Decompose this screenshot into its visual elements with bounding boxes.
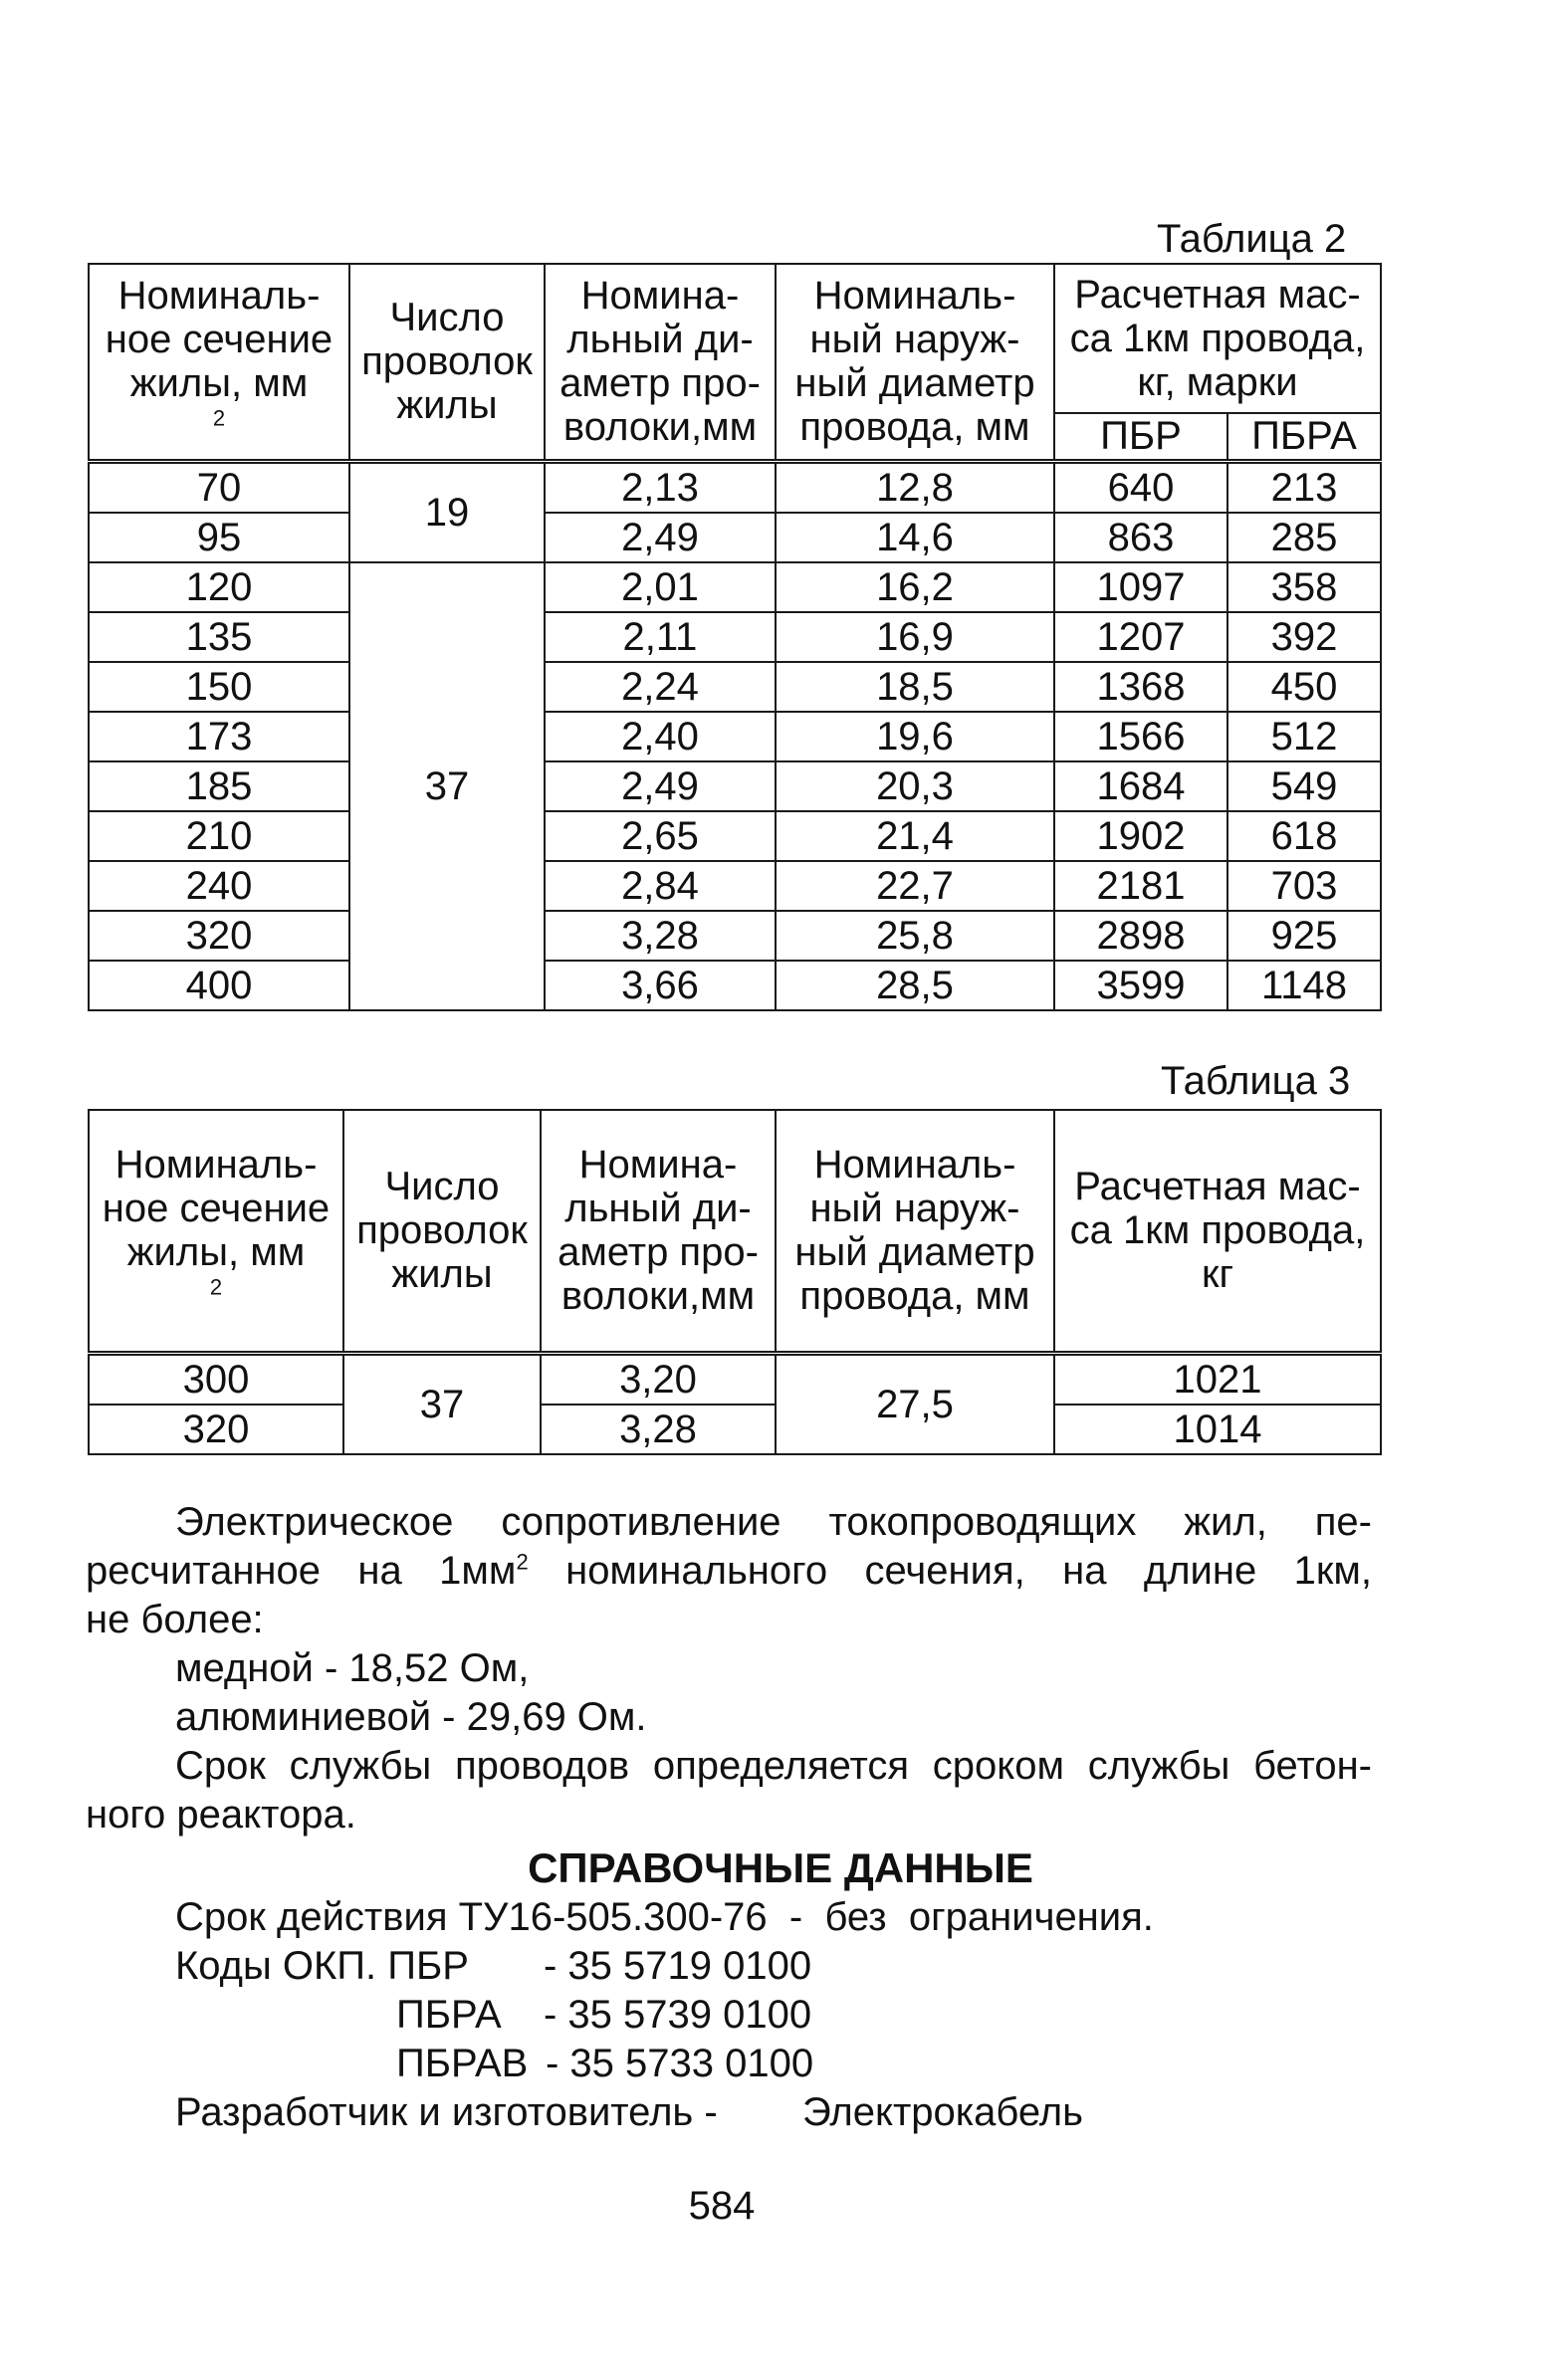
table2-cell-outer-diameter: 16,9 — [776, 612, 1054, 662]
aluminium-resistance: алюминиевой - 29,69 Ом. — [175, 1695, 647, 1739]
table2-cell-outer-diameter: 28,5 — [776, 961, 1054, 1010]
resistance-line-2b: номинального сечения, на длине 1км, — [528, 1549, 1373, 1593]
developer-name: Электрокабель — [802, 2090, 1083, 2134]
okp-pbrav-code: - 35 5733 0100 — [546, 2042, 814, 2085]
table2-cell-wire-diameter: 2,84 — [545, 861, 776, 911]
table3-header-outer-diameter-text: Номиналь- ный наруж- ный диаметр провода, мм — [794, 1143, 1035, 1319]
table2-cell-wire-diameter: 2,11 — [545, 612, 776, 662]
table2-cell-pbra: 1148 — [1227, 961, 1381, 1010]
table2-cell-wire-diameter: 2,49 — [545, 513, 776, 562]
table2-row — [89, 861, 1381, 911]
table2-cell-section: 95 — [89, 513, 349, 562]
table2-cell-wire-diameter: 2,49 — [545, 761, 776, 811]
table2-header-section-sup: 2 — [212, 405, 226, 431]
table2-cell-pbr: 1207 — [1054, 612, 1227, 662]
table2-row — [89, 911, 1381, 961]
table2-row — [89, 562, 1381, 612]
table2-cell-section: 400 — [89, 961, 349, 1010]
table2-header-mass-pbr: ПБР — [1054, 413, 1227, 461]
table3-cell-wires: 37 — [343, 1353, 541, 1454]
table2-header-section-text: Номиналь- ное сечение жилы, мм — [105, 274, 334, 406]
table2-header-outer-diameter-text: Номиналь- ный наруж- ный диаметр провода, мм — [794, 274, 1035, 450]
table2-cell-pbr: 863 — [1054, 513, 1227, 562]
service-line-2: ного реактора. — [86, 1793, 356, 1837]
table2-header-wires-text: Число проволок жилы — [361, 296, 533, 428]
table2-cell-wire-diameter: 2,40 — [545, 712, 776, 761]
okp-pbr-code: - 35 5719 0100 — [544, 1944, 812, 1988]
table3-header-mass-text: Расчетная мас- са 1км провода, кг — [1069, 1165, 1366, 1297]
table2-cell-pbr: 1566 — [1054, 712, 1227, 761]
table2-cell-outer-diameter: 14,6 — [776, 513, 1054, 562]
table2-header-wires — [349, 264, 545, 461]
table2-row — [89, 612, 1381, 662]
table2-cell-section: 70 — [89, 461, 349, 513]
table3-cell-section: 300 — [89, 1353, 343, 1405]
table2-row — [89, 961, 1381, 1010]
table2-cell-pbra: 925 — [1227, 911, 1381, 961]
table2-cell-outer-diameter: 16,2 — [776, 562, 1054, 612]
table3-row — [89, 1405, 1381, 1454]
table2-cell-outer-diameter: 22,7 — [776, 861, 1054, 911]
table3-header-section — [89, 1110, 343, 1353]
table2-cell-section: 173 — [89, 712, 349, 761]
table3-cell-outer-diameter: 27,5 — [776, 1353, 1054, 1454]
copper-resistance: медной - 18,52 Ом, — [175, 1646, 530, 1690]
table3-cell-section: 320 — [89, 1405, 343, 1454]
resistance-line-2-sup: 2 — [516, 1549, 529, 1575]
table3-cell-wire-diameter: 3,28 — [541, 1405, 776, 1454]
table2-cell-pbra: 450 — [1227, 662, 1381, 712]
table2-cell-outer-diameter: 18,5 — [776, 662, 1054, 712]
table2-cell-section: 120 — [89, 562, 349, 612]
table2-cell-pbra: 512 — [1227, 712, 1381, 761]
table2-cell-wire-diameter: 2,01 — [545, 562, 776, 612]
table2-cell-pbr: 1368 — [1054, 662, 1227, 712]
service-line-1: Срок службы проводов определяется сроком службы бетон- — [175, 1744, 1372, 1788]
table3-row — [89, 1353, 1381, 1405]
table2-caption: Таблица 2 — [1157, 217, 1347, 261]
table3-cell-mass: 1014 — [1054, 1405, 1381, 1454]
table2-cell-pbra: 392 — [1227, 612, 1381, 662]
table2-row — [89, 662, 1381, 712]
resistance-line-3: не более: — [86, 1598, 264, 1641]
table2-cell-section: 320 — [89, 911, 349, 961]
validity-line: Срок действия ТУ16-505.300-76 - без ограничения. — [175, 1895, 1154, 1939]
table2-cell-pbra: 213 — [1227, 461, 1381, 513]
table3-header-wire-diameter-text: Номина- льный ди- аметр про- волоки,мм — [558, 1143, 759, 1319]
table3-header-section-sup: 2 — [209, 1274, 223, 1300]
table2-cell-wire-diameter: 3,28 — [545, 911, 776, 961]
table3-header-section-text: Номиналь- ное сечение жилы, мм — [102, 1143, 331, 1275]
reference-heading: СПРАВОЧНЫЕ ДАННЫЕ — [528, 1844, 1033, 1891]
table2-cell-pbr: 2898 — [1054, 911, 1227, 961]
resistance-line-2 — [86, 1547, 1372, 1596]
table2-cell-section: 185 — [89, 761, 349, 811]
resistance-line-2a: ресчитанное на 1мм — [86, 1549, 517, 1593]
table2-cell-section: 210 — [89, 811, 349, 861]
okp-pbra-code: - 35 5739 0100 — [544, 1993, 812, 2037]
table2-cell-pbra: 358 — [1227, 562, 1381, 612]
table2-cell-outer-diameter: 25,8 — [776, 911, 1054, 961]
table2-cell-pbra: 618 — [1227, 811, 1381, 861]
okp-label: Коды ОКП. ПБР — [175, 1944, 469, 1988]
table2-cell-outer-diameter: 20,3 — [776, 761, 1054, 811]
table2-row — [89, 712, 1381, 761]
page-number: 584 — [688, 2184, 756, 2228]
table2-cell-section: 135 — [89, 612, 349, 662]
table2-header-outer-diameter — [776, 264, 1054, 461]
table2-cell-outer-diameter: 19,6 — [776, 712, 1054, 761]
table2-row — [89, 811, 1381, 861]
table3 — [88, 1109, 1382, 1455]
table2-row — [89, 513, 1381, 562]
table2-cell-pbr: 3599 — [1054, 961, 1227, 1010]
table2-cell-wires: 19 — [349, 461, 545, 562]
table2-cell-pbra: 285 — [1227, 513, 1381, 562]
table3-caption: Таблица 3 — [1161, 1059, 1351, 1103]
table2-cell-outer-diameter: 12,8 — [776, 461, 1054, 513]
table2-cell-outer-diameter: 21,4 — [776, 811, 1054, 861]
table3-cell-mass: 1021 — [1054, 1353, 1381, 1405]
table2-cell-wire-diameter: 2,13 — [545, 461, 776, 513]
table2-cell-wire-diameter: 2,24 — [545, 662, 776, 712]
table2-cell-pbra: 549 — [1227, 761, 1381, 811]
table2-cell-wire-diameter: 2,65 — [545, 811, 776, 861]
table2-cell-pbr: 2181 — [1054, 861, 1227, 911]
table2-header-wire-diameter-text: Номина- льный ди- аметр про- волоки,мм — [559, 274, 761, 450]
table3-header-mass — [1054, 1110, 1381, 1353]
table2-cell-pbra: 703 — [1227, 861, 1381, 911]
developer-label: Разработчик и изготовитель - — [175, 2090, 718, 2134]
table3-header-outer-diameter — [776, 1110, 1054, 1353]
table2-cell-pbr: 1684 — [1054, 761, 1227, 811]
table3-header-wires — [343, 1110, 541, 1353]
table3-header-wires-text: Число проволок жилы — [356, 1165, 528, 1297]
table2-cell-pbr: 1097 — [1054, 562, 1227, 612]
table2-header-mass-pbra: ПБРА — [1227, 413, 1381, 461]
table2-cell-section: 150 — [89, 662, 349, 712]
table2-header-mass-group-text: Расчетная мас- са 1км провода, кг, марки — [1069, 273, 1366, 404]
table2-cell-wire-diameter: 3,66 — [545, 961, 776, 1010]
table2-header-section — [89, 264, 349, 461]
table2-header-wire-diameter — [545, 264, 776, 461]
table3-cell-wire-diameter: 3,20 — [541, 1353, 776, 1405]
table2-cell-pbr: 640 — [1054, 461, 1227, 513]
table3-header-wire-diameter — [541, 1110, 776, 1353]
table2-cell-pbr: 1902 — [1054, 811, 1227, 861]
table2-cell-wires: 37 — [349, 562, 545, 1010]
table2-row — [89, 761, 1381, 811]
okp-pbrav-label: ПБРАВ — [396, 2042, 529, 2085]
table2-row — [89, 461, 1381, 513]
table2-cell-section: 240 — [89, 861, 349, 911]
table2-header-mass-group — [1054, 264, 1381, 413]
okp-pbra-label: ПБРА — [396, 1993, 502, 2037]
resistance-line-1: Электрическое сопротивление токопроводящих жил, пе- — [175, 1500, 1372, 1544]
table2 — [88, 263, 1382, 1011]
